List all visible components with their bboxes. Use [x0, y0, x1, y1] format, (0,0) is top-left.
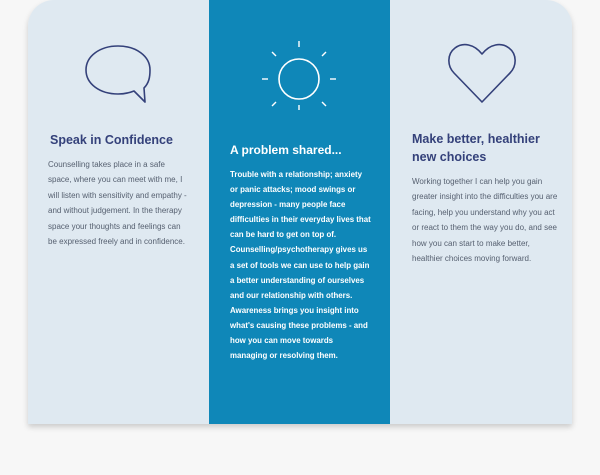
card-title: Make better, healthier new choices [412, 132, 540, 164]
heart-icon [446, 42, 518, 106]
card-speak-in-confidence [28, 0, 209, 424]
card-problem-shared [209, 0, 390, 424]
sun-icon [261, 40, 341, 110]
card-title: A problem shared... [230, 143, 342, 157]
speech-bubble-icon [83, 44, 153, 106]
card-body: Working together I can help you gain greater insight into the difficulties you are facing, help you understand why you act or react to them the way you do, and see how you can start to make better, healthier choices moving forward. [412, 177, 558, 264]
feature-cards [28, 0, 572, 424]
card-body: Trouble with a relationship; anxiety or panic attacks; mood swings or depression - many people face difficulties in their everyday lives that can be hard to get on top of. Counselling/psychotherapy gives us a set of tools we can use to help gain a better understanding of ourselves and our relationship with others. Awareness brings you insight into what's causing these problems - and how you can move towards managing or resolving them. [230, 170, 371, 361]
card-healthier-choices [390, 0, 572, 424]
card-title: Speak in Confidence [50, 133, 173, 147]
card-body: Counselling takes place in a safe space, where you can meet with me, I will listen with sensitivity and empathy - and without judgement. In the therapy space your thoughts and feelings can be expressed freely and in confidence. [48, 160, 187, 247]
